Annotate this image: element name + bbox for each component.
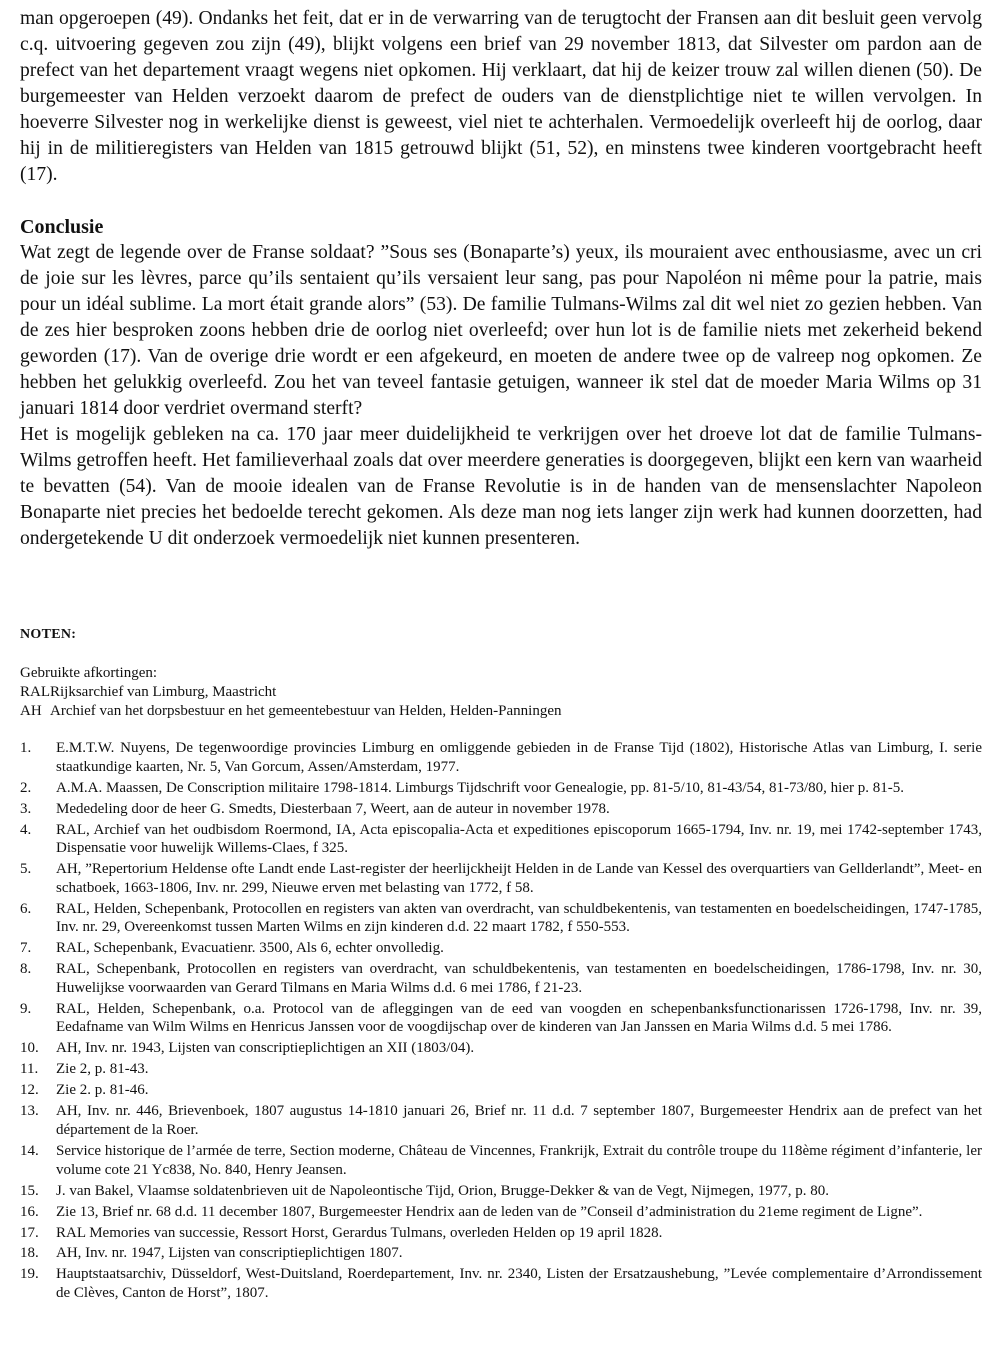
abbreviation-row <box>20 702 982 721</box>
note-item <box>20 779 982 798</box>
abbreviation-code: AH <box>20 703 42 719</box>
note-text: E.M.T.W. Nuyens, De tegenwoordige provincies Limburg en omliggende gebieden in de Franse Tijd (1802), Historische Atlas van Limburg, I. serie staatkundige kaarten, Nr. 5, Van Gorcum, Assen/Amsterdam, 1977. <box>56 740 982 775</box>
section-heading: Conclusie <box>20 216 104 238</box>
abbreviation-code: RAL <box>20 684 50 700</box>
paragraph: Wat zegt de legende over de Franse soldaat? ”Sous ses (Bonaparte’s) yeux, ils mouraient avec enthousiasme, avec un cri de joie sur les lèvres, parce qu’ils sentaient qu’ils versaient leur sang, pas pour Napoléon ni même pour la patrie, mais pour un idéal sublime. La mort était grande alors” (53). De familie Tulmans-Wilms zal dit wel niet zo gezien hebben. Van de zes hier besproken zoons hebben drie de oorlog niet overleefd; over hun lot is de familie niets met zekerheid bekend geworden (17). Van de overige drie wordt er een afgekeurd, en moeten de andere twee op de valreep nog opkomen. Ze hebben het gelukkig overleefd. Zou het van teveel fantasie getuigen, wanneer ik stel dat de moeder Maria Wilms op 31 januari 1814 door verdriet overmand sterft? <box>20 242 982 419</box>
note-number: 17. <box>20 1224 39 1241</box>
note-number: 1. <box>20 740 32 756</box>
abbreviation-row <box>20 683 982 702</box>
note-number: 12. <box>20 1082 39 1099</box>
notes-section <box>20 626 982 1305</box>
note-number: 9. <box>20 1000 32 1017</box>
note-item <box>20 1182 982 1201</box>
note-text: A.M.A. Maassen, De Conscription militaire 1798-1814. Limburgs Tijdschrift voor Genealogie, pp. 81-5/10, 81-43/54, 81-73/80, hier p. 81-5. <box>56 779 904 796</box>
note-item <box>20 960 982 997</box>
note-item <box>20 860 982 897</box>
note-text: AH, Inv. nr. 1943, Lijsten van conscriptieplichtigen an XII (1803/04). <box>56 1040 475 1057</box>
note-text: RAL, Schepenbank, Evacuatienr. 3500, Als 6, echter onvolledig. <box>56 940 444 957</box>
note-number: 3. <box>20 800 32 817</box>
note-text: RAL, Helden, Schepenbank, o.a. Protocol van de afleggingen van de eed van voogden en schepenbanksfunctionarissen 1726-1798, Inv. nr. 39, Eedafname van Wilm Wilms en Henricus Janssen voor de voogdijschap over de kinderen van Jan Janssen en Maria Wilms d.d. 5 mei 1786. <box>56 1000 982 1036</box>
note-text: AH, ”Repertorium Heldense ofte Landt ende Last-register der heerlijckheijt Helden in de Lande van Kessel des overquartiers van Gellderlandt”, Meet- en schatboek, 1663-1806, Inv. nr. 299, Nieuwe erven met belasting van 1772, f 58. <box>56 861 982 896</box>
paragraph: man opgeroepen (49). Ondanks het feit, dat er in de verwarring van de terugtocht der Fransen aan dit besluit geen vervolg c.q. uitvoering gegeven zou zijn (49), blijkt volgens een brief van 29 november 1813, dat Silvester om pardon aan de prefect van het departement vraagt wegens niet opkomen. Hij verklaart, dat hij de keizer trouw zal willen dienen (50). De burgemeester van Helden verzoekt daarom de prefect de ouders van de dienstplichtige niet te willen vervolgen. In hoeverre Silvester nog in werkelijke dienst is geweest, viel niet te achterhalen. Vermoedelijk overleeft hij de oorlog, daar hij in de militieregisters van Helden van 1815 getrouwd blijkt (51, 52), en minstens twee kinderen voortgebracht heeft (17). <box>20 8 982 185</box>
note-text: RAL Memories van successie, Ressort Horst, Gerardus Tulmans, overleden Helden op 19 april 1828. <box>56 1224 663 1241</box>
note-item <box>20 800 982 819</box>
note-text: Zie 2. p. 81-46. <box>56 1082 149 1099</box>
note-item <box>20 1081 982 1100</box>
note-number: 19. <box>20 1266 39 1283</box>
note-number: 4. <box>20 821 32 838</box>
note-item <box>20 1203 982 1222</box>
note-text: RAL, Helden, Schepenbank, Protocollen en registers van akten van overdracht, van schuldbekentenis, van testamenten en boedelscheidingen, 1747-1785, Inv. nr. 29, Overeenkomst tussen Marten Wilms en zijn kinderen d.d. 22 maart 1782, f 550-553. <box>56 900 982 936</box>
note-number: 2. <box>20 779 32 796</box>
note-item <box>20 1224 982 1243</box>
note-item <box>20 1000 982 1037</box>
note-text: AH, Inv. nr. 446, Brievenboek, 1807 augustus 14-1810 januari 26, Brief nr. 11 d.d. 7 september 1807, Burgemeester Hendrix aan de prefect van het département de la Roer. <box>56 1103 982 1138</box>
note-number: 7. <box>20 940 32 957</box>
note-text: Zie 2, p. 81-43. <box>56 1061 149 1078</box>
note-number: 13. <box>20 1103 39 1120</box>
note-text: Mededeling door de heer G. Smedts, Diesterbaan 7, Weert, aan de auteur in november 1978. <box>56 800 610 817</box>
note-number: 16. <box>20 1203 39 1220</box>
note-item <box>20 939 982 958</box>
note-number: 15. <box>20 1182 39 1199</box>
note-text: J. van Bakel, Vlaamse soldatenbrieven uit de Napoleontische Tijd, Orion, Brugge-Dekker & van de Vegt, Nijmegen, 1977, p. 80. <box>56 1182 830 1199</box>
abbreviation-description: Archief van het dorpsbestuur en het gemeentebestuur van Helden, Helden-Panningen <box>50 703 562 719</box>
abbreviation-description: Rijksarchief van Limburg, Maastricht <box>50 684 277 700</box>
note-list <box>20 739 982 1303</box>
note-number: 8. <box>20 961 32 978</box>
note-number: 10. <box>20 1040 39 1057</box>
note-text: AH, Inv. nr. 1947, Lijsten van conscriptieplichtigen 1807. <box>56 1245 403 1262</box>
note-number: 14. <box>20 1142 39 1159</box>
notes-title: NOTEN: <box>20 627 77 642</box>
note-item <box>20 1060 982 1079</box>
note-text: Hauptstaatsarchiv, Düsseldorf, West-Duitsland, Roerdepartement, Inv. nr. 2340, Listen der Ersatzaushebung, ”Levée complementaire d’Arrondissement de Clèves, Canton de Horst”, 1807. <box>56 1266 982 1302</box>
abbreviations-title: Gebruikte afkortingen: <box>20 665 158 681</box>
paragraph: Het is mogelijk gebleken na ca. 170 jaar meer duidelijkheid te verkrijgen over het droeve lot dat de familie Tulmans-Wilms getroffen heeft. Het familieverhaal zoals dat over meerdere generaties is doorgegeven, blijkt een kern van waarheid te bevatten (54). Van de mooie idealen van de Franse Revolutie is in de handen van de mensenslachter Napoleon Bonaparte niet precies het bedoelde terecht gekomen. Als deze man nog iets langer zijn werk had kunnen doorzetten, had ondergetekende U dit onderzoek vermoedelijk niet kunnen presenteren. <box>20 424 982 549</box>
note-text: RAL, Archief van het oudbisdom Roermond, IA, Acta episcopalia-Acta et expeditiones episcoporum 1665-1794, Inv. nr. 19, mei 1742-september 1743, Dispensatie voor huwelijk Willems-Claes, f 325. <box>56 821 982 857</box>
note-item <box>20 1102 982 1139</box>
note-number: 6. <box>20 900 32 917</box>
note-item <box>20 821 982 858</box>
note-number: 11. <box>20 1061 39 1078</box>
note-item <box>20 900 982 937</box>
note-item <box>20 739 982 776</box>
note-text: RAL, Schepenbank, Protocollen en registers van overdracht, van schuldbekentenis, van testamenten en boedelscheidingen, 1786-1798, Inv. nr. 30, Huwelijkse voorwaarden van Gerard Tilmans en Maria Wilms d.d. 6 mei 1786, f 21-23. <box>56 961 982 996</box>
main-text <box>20 6 982 552</box>
note-number: 18. <box>20 1245 39 1262</box>
note-number: 5. <box>20 861 32 878</box>
note-text: Service historique de l’armée de terre, Section moderne, Château de Vincennes, Frankrijk, Extrait du contrôle troupe du 118ème régiment d’infanterie, ler volume cote 21 Yc838, No. 840, Henry Jeansen. <box>56 1142 982 1178</box>
note-item <box>20 1142 982 1179</box>
note-item <box>20 1244 982 1263</box>
note-item <box>20 1265 982 1302</box>
note-text: Zie 13, Brief nr. 68 d.d. 11 december 1807, Burgemeester Hendrix aan de leden van de ”Conseil d’administration du 21eme regiment de Ligne”. <box>56 1203 923 1220</box>
note-item <box>20 1039 982 1058</box>
